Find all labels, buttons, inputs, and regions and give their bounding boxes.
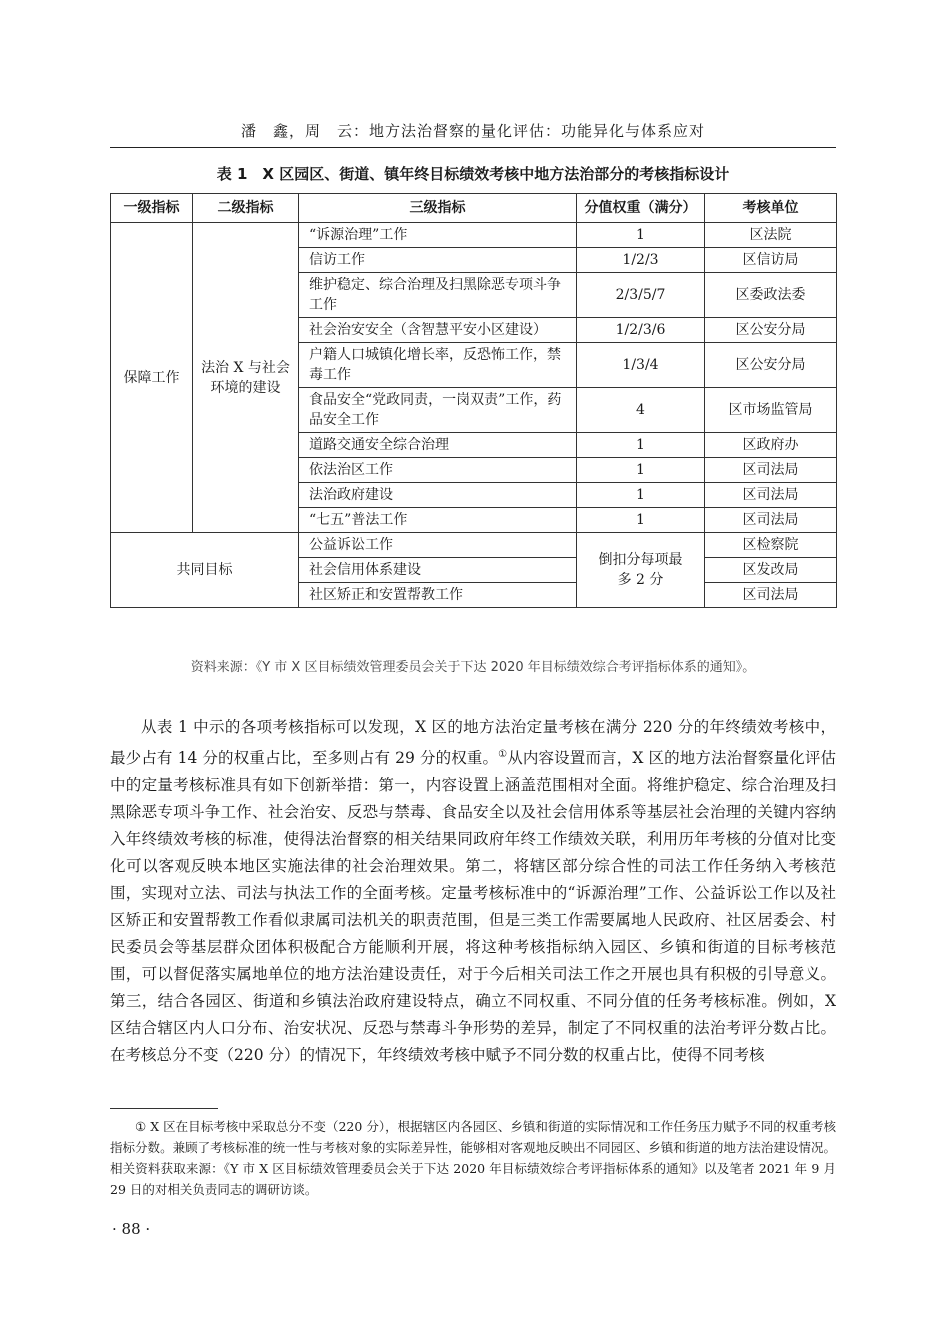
unit-cell: 区司法局 bbox=[705, 508, 837, 533]
level3-cell: 信访工作 bbox=[299, 248, 577, 273]
level3-cell: 户籍人口城镇化增长率，反恐怖工作，禁毒工作 bbox=[299, 343, 577, 388]
level1-cell: 保障工作 bbox=[111, 223, 193, 533]
score-cell: 1 bbox=[577, 433, 705, 458]
score-cell: 1/3/4 bbox=[577, 343, 705, 388]
level3-cell: 依法治区工作 bbox=[299, 458, 577, 483]
score-cell: 1 bbox=[577, 458, 705, 483]
level3-cell: 法治政府建设 bbox=[299, 483, 577, 508]
level3-cell: 社会治安安全（含智慧平安小区建设） bbox=[299, 318, 577, 343]
table-header-row bbox=[111, 194, 837, 223]
unit-cell: 区公安分局 bbox=[705, 318, 837, 343]
unit-cell: 区公安分局 bbox=[705, 343, 837, 388]
unit-cell: 区司法局 bbox=[705, 483, 837, 508]
header-score: 分值权重（满分） bbox=[577, 194, 705, 223]
level2-cell: 法治 X 与社会环境的建设 bbox=[193, 223, 299, 533]
level3-cell: “诉源治理”工作 bbox=[299, 223, 577, 248]
footnote: ① X 区在目标考核中采取总分不变（220 分），根据辖区内各园区、乡镇和街道的实际情况和工作任务压力赋予不同的权重考核指标分数。兼顾了考核标准的统一性与考核对象的实际差异性，能够相对客观地反映出不同园区、乡镇和街道的地方法治建设情况。相关资料获取来源：《Y 市 X 区目标绩效管理委员会关于下达 2020 年目标绩效综合考评指标体系的通知》以及笔者 2021 年 9 月 29 日的对相关负责同志的调研访谈。 bbox=[110, 1119, 836, 1197]
footnote-ref[interactable]: ① bbox=[498, 749, 508, 760]
running-head: 潘 鑫，周 云：地方法治督察的量化评估：功能异化与体系应对 bbox=[240, 122, 705, 140]
unit-cell: 区信访局 bbox=[705, 248, 837, 273]
header-level1: 一级指标 bbox=[111, 194, 193, 223]
score-cell: 1 bbox=[577, 508, 705, 533]
level3-cell: 公益诉讼工作 bbox=[299, 533, 577, 558]
unit-cell: 区检察院 bbox=[705, 533, 837, 558]
body-text-part1: 从表 1 中示的各项考核指标可以发现，X 区的地方法治定量考核在满分 220 分的年终绩效考核中，最少占有 14 分的权重占比，至多则占有 29 分的权重。 bbox=[110, 718, 836, 768]
unit-cell: 区司法局 bbox=[705, 583, 837, 608]
header-level3: 三级指标 bbox=[299, 194, 577, 223]
unit-cell: 区司法局 bbox=[705, 458, 837, 483]
table-source-note: 资料来源：《Y 市 X 区目标绩效管理委员会关于下达 2020 年目标绩效综合考评指标体系的通知》。 bbox=[190, 660, 756, 675]
page-number: · 88 · bbox=[112, 1220, 151, 1238]
unit-cell: 区法院 bbox=[705, 223, 837, 248]
level3-cell: 社会信用体系建设 bbox=[299, 558, 577, 583]
header-rule bbox=[110, 147, 836, 148]
body-text-part2: 从内容设置而言，X 区的地方法治督察量化评估中的定量考核标准具有如下创新举措：第一，内容设置上涵盖范围相对全面。将维护稳定、综合治理及扫黑除恶专项斗争工作、社会治安、反恐与禁毒、食品安全以及社会信用体系等基层社会治理的关键内容纳入年终绩效考核的标准，使得法治督察的相关结果同政府年终工作绩效关联，利用历年考核的分值对比变化可以客观反映本地区实施法律的社会治理效果。第二，将辖区部分综合性的司法工作任务纳入考核范围，实现对立法、司法与执法工作的全面考核。定量考核标准中的“诉源治理”工作、公益诉讼工作以及社区矫正和安置帮教工作看似隶属司法机关的职责范围，但是三类工作需要属地人民政府、社区居委会、村民委员会等基层群众团体积极配合方能顺利开展，将这种考核指标纳入园区、乡镇和街道的目标考核范围，可以督促落实属地单位的地方法治建设责任，对于今后相关司法工作之开展也具有积极的引导意义。第三，结合各园区、街道和乡镇法治政府建设特点，确立不同权重、不同分值的任务考核标准。例如，X 区结合辖区内人口分布、治安状况、反恐与禁毒斗争形势的差异，制定了不同权重的法治考评分数占比。在考核总分不变（220 分）的情况下，年终绩效考核中赋予不同分数的权重占比，使得不同考核 bbox=[110, 749, 836, 1065]
table-row bbox=[111, 223, 837, 248]
indicator-table bbox=[110, 193, 837, 608]
score-cell: 1/2/3/6 bbox=[577, 318, 705, 343]
table-title: 表 1 X 区园区、街道、镇年终目标绩效考核中地方法治部分的考核指标设计 bbox=[216, 165, 730, 183]
common-goal-cell: 共同目标 bbox=[111, 533, 299, 608]
level3-cell: 食品安全“党政同责，一岗双责”工作，药品安全工作 bbox=[299, 388, 577, 433]
deduction-score-cell: 倒扣分每项最多 2 分 bbox=[577, 533, 705, 608]
score-cell: 1 bbox=[577, 223, 705, 248]
unit-cell: 区政府办 bbox=[705, 433, 837, 458]
footnote-rule bbox=[110, 1108, 218, 1109]
level3-cell: 维护稳定、综合治理及扫黑除恶专项斗争工作 bbox=[299, 273, 577, 318]
unit-cell: 区委政法委 bbox=[705, 273, 837, 318]
table-row bbox=[111, 533, 837, 558]
header-unit: 考核单位 bbox=[705, 194, 837, 223]
score-cell: 2/3/5/7 bbox=[577, 273, 705, 318]
level3-cell: “七五”普法工作 bbox=[299, 508, 577, 533]
unit-cell: 区市场监管局 bbox=[705, 388, 837, 433]
body-paragraph bbox=[110, 714, 836, 1069]
header-level2: 二级指标 bbox=[193, 194, 299, 223]
score-cell: 1/2/3 bbox=[577, 248, 705, 273]
score-cell: 4 bbox=[577, 388, 705, 433]
level3-cell: 道路交通安全综合治理 bbox=[299, 433, 577, 458]
level3-cell: 社区矫正和安置帮教工作 bbox=[299, 583, 577, 608]
unit-cell: 区发改局 bbox=[705, 558, 837, 583]
score-cell: 1 bbox=[577, 483, 705, 508]
